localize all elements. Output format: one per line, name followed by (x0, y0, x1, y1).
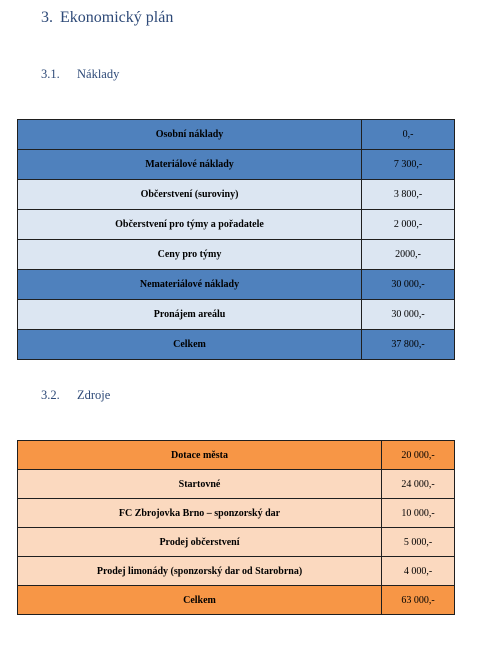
source-row (18, 441, 455, 470)
source-label: Dotace města (18, 441, 382, 470)
cost-value: 2 000,- (362, 210, 455, 240)
cost-value: 2000,- (362, 240, 455, 270)
cost-value: 3 800,- (362, 180, 455, 210)
cost-label: Občerstvení pro týmy a pořadatele (18, 210, 362, 240)
source-row (18, 528, 455, 557)
sources-table (17, 440, 455, 615)
cost-row (18, 210, 455, 240)
chapter-heading (41, 9, 173, 27)
costs-table (17, 119, 455, 360)
cost-value: 30 000,- (362, 270, 455, 300)
sources-section-heading (41, 388, 110, 403)
source-row (18, 557, 455, 586)
cost-row (18, 270, 455, 300)
cost-label: Pronájem areálu (18, 300, 362, 330)
chapter-number: 3. (41, 9, 53, 26)
cost-row (18, 330, 455, 360)
sources-section-number: 3.2. (41, 388, 60, 402)
source-label: Startovné (18, 470, 382, 499)
cost-row (18, 300, 455, 330)
source-row (18, 499, 455, 528)
source-label: Celkem (18, 586, 382, 615)
costs-section-heading (41, 67, 119, 82)
source-label: Prodej občerstvení (18, 528, 382, 557)
cost-row (18, 120, 455, 150)
source-value: 5 000,- (382, 528, 455, 557)
cost-value: 30 000,- (362, 300, 455, 330)
source-value: 20 000,- (382, 441, 455, 470)
costs-section-title: Náklady (77, 67, 120, 81)
source-label: Prodej limonády (sponzorský dar od Starobrna) (18, 557, 382, 586)
costs-section-number: 3.1. (41, 67, 60, 81)
cost-row (18, 240, 455, 270)
cost-label: Ceny pro týmy (18, 240, 362, 270)
chapter-title: Ekonomický plán (60, 9, 174, 26)
source-value: 10 000,- (382, 499, 455, 528)
cost-label: Materiálové náklady (18, 150, 362, 180)
source-row (18, 586, 455, 615)
cost-row (18, 180, 455, 210)
source-value: 24 000,- (382, 470, 455, 499)
cost-value: 0,- (362, 120, 455, 150)
cost-label: Nemateriálové náklady (18, 270, 362, 300)
cost-label: Celkem (18, 330, 362, 360)
sources-section-title: Zdroje (77, 388, 111, 402)
cost-label: Osobní náklady (18, 120, 362, 150)
source-value: 4 000,- (382, 557, 455, 586)
source-row (18, 470, 455, 499)
cost-label: Občerstvení (suroviny) (18, 180, 362, 210)
source-label: FC Zbrojovka Brno – sponzorský dar (18, 499, 382, 528)
cost-value: 37 800,- (362, 330, 455, 360)
cost-row (18, 150, 455, 180)
source-value: 63 000,- (382, 586, 455, 615)
cost-value: 7 300,- (362, 150, 455, 180)
